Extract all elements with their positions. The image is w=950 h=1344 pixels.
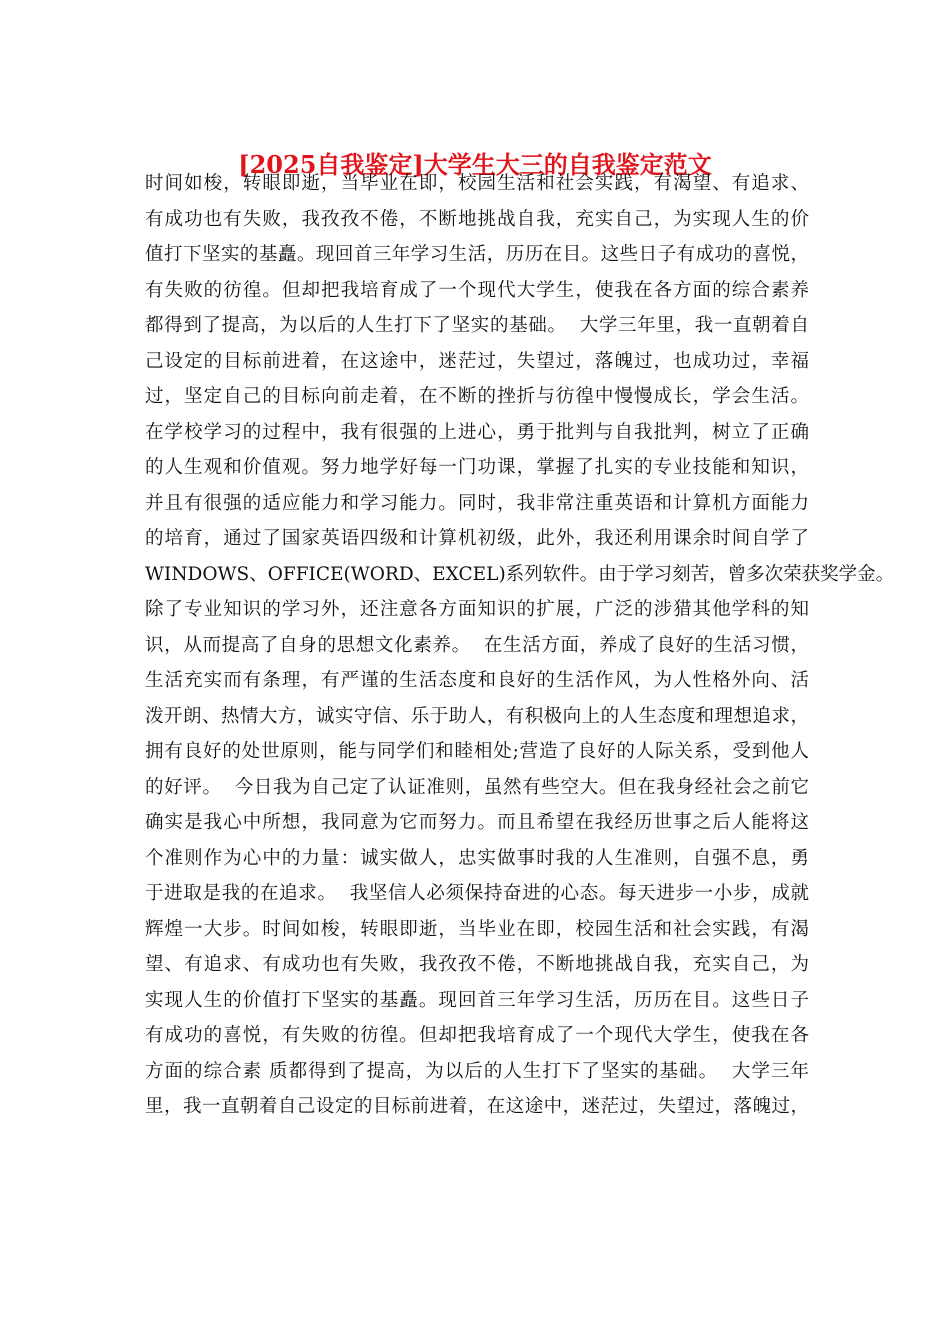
body-line: 有成功的喜悦，有失败的彷徨。但却把我培育成了一个现代大学生，使我在各 xyxy=(145,1025,809,1046)
body-line: 己设定的目标前进着，在这途中，迷茫过，失望过，落魄过，也成功过，幸福 xyxy=(145,350,809,372)
body-line: 识，从而提高了自身的思想文化素养。 在生活方面，养成了良好的生活习惯， xyxy=(145,634,809,656)
body-line: 的培育，通过了国家英语四级和计算机初级，此外，我还利用课余时间自学了 xyxy=(145,528,809,549)
body-line: 望、有追求、有成功也有失败，我孜孜不倦，不断地挑战自我，充实自己，为 xyxy=(145,954,809,975)
body-line: 在学校学习的过程中，我有很强的上进心，勇于批判与自我批判，树立了正确 xyxy=(145,421,809,443)
body-line: 于进取是我的在追求。 我坚信人必须保持奋进的心态。每天进步一小步，成就 xyxy=(145,883,809,904)
body-line: 时间如梭，转眼即逝，当毕业在即，校园生活和社会实践，有渴望、有追求、 xyxy=(145,173,809,194)
body-line: 并且有很强的适应能力和学习能力。同时，我非常注重英语和计算机方面能力 xyxy=(145,492,809,514)
body-line: 过，坚定自己的目标向前走着，在不断的挫折与彷徨中慢慢成长，学会生活。 xyxy=(145,386,809,407)
body-line: 生活充实而有条理，有严谨的生活态度和良好的生活作风，为人性格外向、活 xyxy=(145,670,809,691)
body-line: 有失败的彷徨。但却把我培育成了一个现代大学生，使我在各方面的综合素养 xyxy=(145,279,809,301)
body-line: 都得到了提高，为以后的人生打下了坚实的基础。 大学三年里，我一直朝着自 xyxy=(145,315,809,336)
body-line: 里，我一直朝着自己设定的目标前进着，在这途中，迷茫过，失望过，落魄过， xyxy=(145,1096,809,1117)
body-line: 有成功也有失败，我孜孜不倦，不断地挑战自我，充实自己，为实现人生的价 xyxy=(145,208,809,230)
body-line: 除了专业知识的学习外，还注意各方面知识的扩展，广泛的涉猎其他学科的知 xyxy=(145,599,809,620)
document-title: [2025自我鉴定]大学生大三的自我鉴定范文 xyxy=(238,150,712,179)
body-line: 方面的综合素 质都得到了提高，为以后的人生打下了坚实的基础。 大学三年 xyxy=(145,1060,809,1082)
body-line: 实现人生的价值打下坚实的基矗。现回首三年学习生活，历历在目。这些日子 xyxy=(145,989,809,1011)
body-line: 辉煌一大步。时间如梭，转眼即逝，当毕业在即，校园生活和社会实践，有渴 xyxy=(145,918,809,940)
body-line: 个准则作为心中的力量：诚实做人，忠实做事时我的人生准则，自强不息，勇 xyxy=(145,847,809,869)
body-line: 值打下坚实的基矗。现回首三年学习生活，历历在目。这些日子有成功的喜悦， xyxy=(145,244,809,265)
body-line: 的人生观和价值观。努力地学好每一门功课，掌握了扎实的专业技能和知识， xyxy=(145,457,809,478)
body-line: 泼开朗、热情大方，诚实守信、乐于助人，有积极向上的人生态度和理想追求， xyxy=(145,705,809,727)
document-body xyxy=(145,166,895,1125)
body-line: 确实是我心中所想，我同意为它而努力。而且希望在我经历世事之后人能将这 xyxy=(145,812,809,833)
body-line: 拥有良好的处世原则，能与同学们和睦相处;营造了良好的人际关系，受到他人 xyxy=(145,741,809,762)
body-line: 的好评。 今日我为自己定了认证准则，虽然有些空大。但在我身经社会之前它 xyxy=(145,776,809,798)
body-line: WINDOWS、OFFICE(WORD、EXCEL)系列软件。由于学习刻苦，曾多次荣获奖学金。 xyxy=(145,563,895,585)
